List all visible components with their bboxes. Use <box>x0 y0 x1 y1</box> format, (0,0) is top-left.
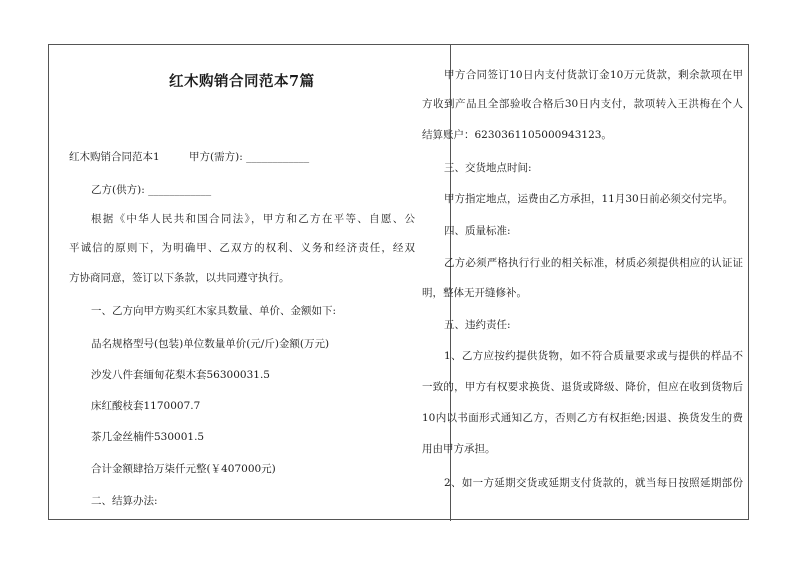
delay-line-1: 2、如一方延期交货或延期支付货款的，就当每日按照延期部份 <box>444 477 743 489</box>
section-3-heading: 三、交货地点时间: <box>444 162 532 174</box>
para1-line-3: 方协商同意，签订以下条款，以共同遵守执行。 <box>69 272 290 284</box>
item-tea-table-line: 茶几金丝楠件530001.5 <box>91 431 205 443</box>
section-2-heading: 二、结算办法: <box>91 495 158 507</box>
section-1-heading: 一、乙方向甲方购买红木家具数量、单价、金额如下: <box>91 305 337 317</box>
document-title: 红木购销合同范本7篇 <box>169 73 315 90</box>
right-para1-line-1: 甲方合同签订10日内支付货款订金10万元货款，剩余款项在甲 <box>444 69 743 81</box>
table-header-line: 品名规格型号(包装)单位数量单价(元/斤)金额(万元) <box>91 338 330 350</box>
document-page <box>48 44 749 520</box>
quality-line-2: 明，整体无开缝修补。 <box>422 287 527 299</box>
item-bed-line: 床红酸枝套1170007.7 <box>91 400 201 412</box>
right-para1-line-2: 方收到产品且全部验收合格后30日内支付，款项转入王洪梅在个人 <box>422 98 743 110</box>
party-a-line: 甲方(需方): ____________ <box>189 151 310 163</box>
total-amount-line: 合计金额肆拾万柒仟元整(￥407000元) <box>91 463 276 475</box>
right-para1-line-3: 结算账户：6230361105000943123。 <box>422 129 612 141</box>
intro-line: 红木购销合同范本1 <box>69 151 160 163</box>
liability-line-1: 1、乙方应按约提供货物，如不符合质量要求或与提供的样品不 <box>444 350 743 362</box>
liability-line-4: 用由甲方承担。 <box>422 443 496 455</box>
section-5-heading: 五、违约责任: <box>444 319 511 331</box>
item-sofa-line: 沙发八件套缅甸花梨木套56300031.5 <box>91 369 270 381</box>
para1-line-1: 根据《中华人民共和国合同法》，甲方和乙方在平等、自愿、公 <box>91 213 415 225</box>
liability-line-2: 一致的，甲方有权要求换货、退货或降级、降价，但应在收到货物后 <box>422 381 743 393</box>
para1-line-2: 平诚信的原则下，为明确甲、乙双方的权利、义务和经济责任，经双 <box>69 242 415 254</box>
quality-line-1: 乙方必须严格执行行业的相关标准，材质必须提供相应的认证证 <box>444 257 743 269</box>
delivery-line: 甲方指定地点，运费由乙方承担，11月30日前必须交付完毕。 <box>444 193 734 205</box>
party-b-line: 乙方(供方): ____________ <box>91 184 212 196</box>
liability-line-3: 10内以书面形式通知乙方，否则乙方有权拒绝;因退、换货发生的费 <box>422 412 743 424</box>
section-4-heading: 四、质量标准: <box>444 225 511 237</box>
